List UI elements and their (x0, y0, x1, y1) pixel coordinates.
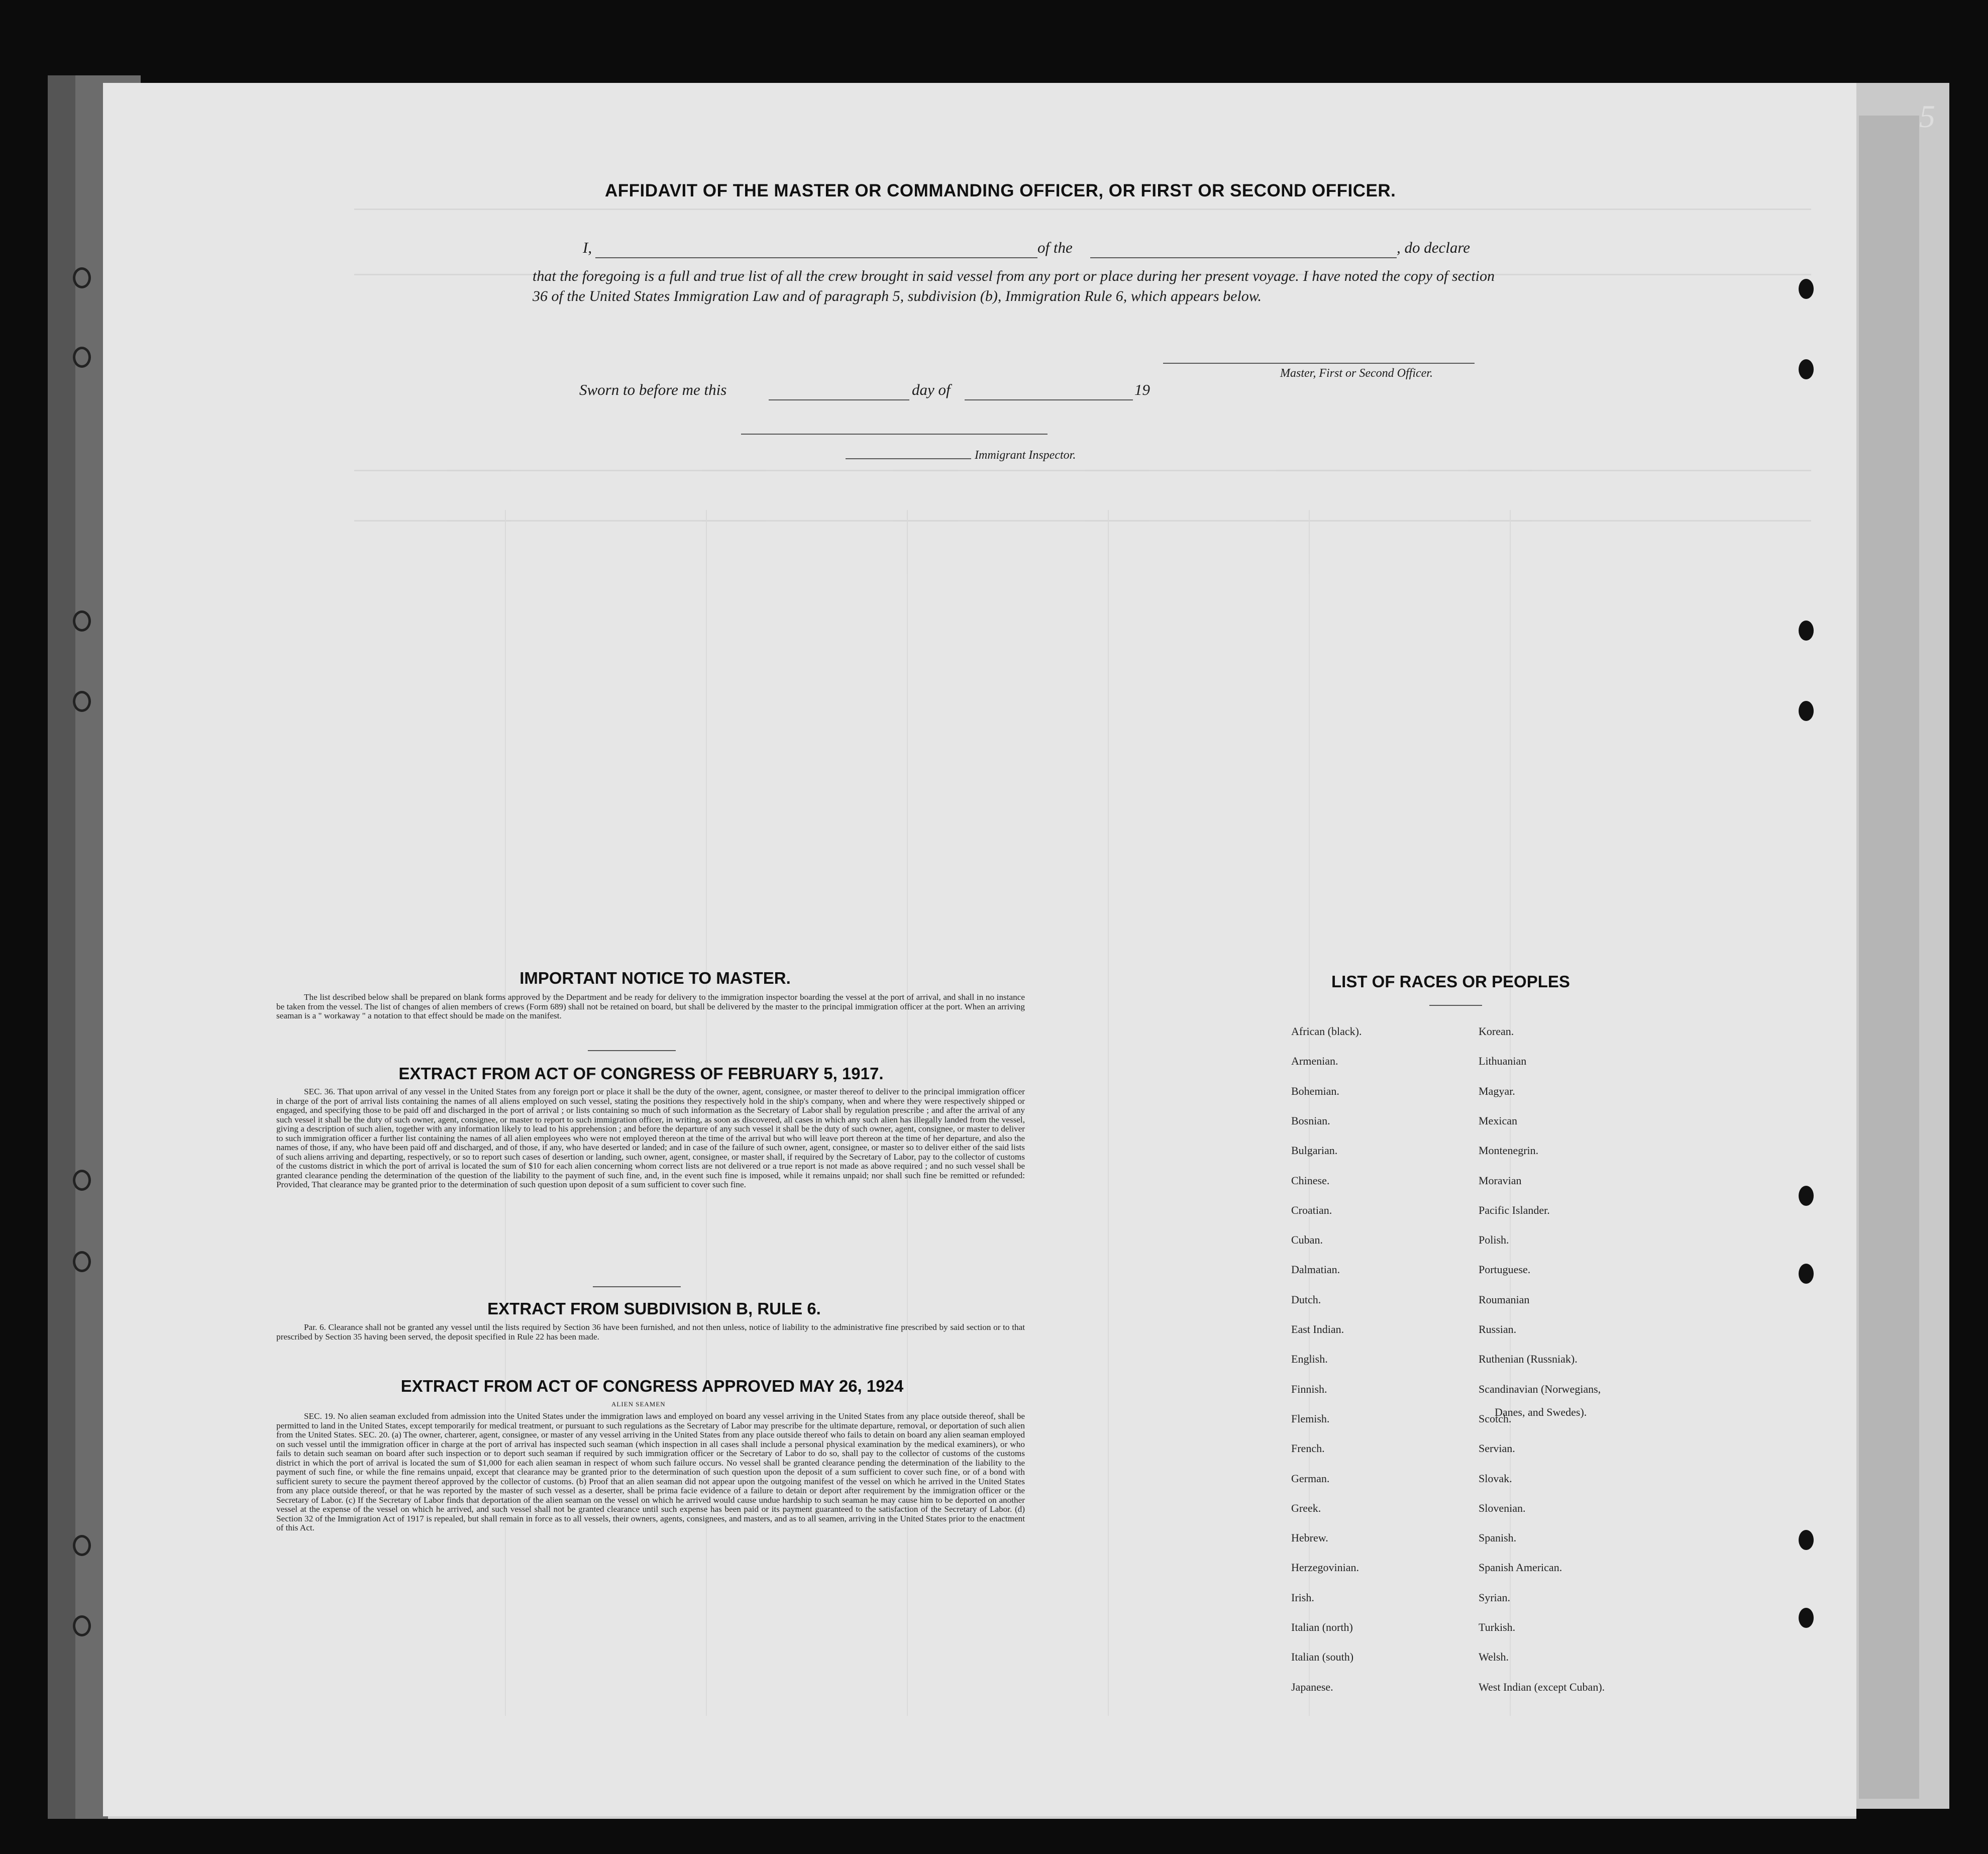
race-item: Slovak. (1479, 1472, 1512, 1485)
affidavit-paragraph: that the foregoing is a full and true list of all the crew brought in said vessel from any port or place during her present voyage. I have noted the copy of section 36 of the United States Immigration Law and of paragraph 5, subdivision (b), Immigration Rule 6, which appears below. (533, 268, 1495, 304)
of-the-label: of the (1037, 239, 1073, 256)
race-item: Irish. (1291, 1591, 1314, 1604)
binder-hole (73, 610, 91, 632)
race-item: African (black). (1291, 1025, 1362, 1038)
sworn-month-line[interactable] (965, 399, 1133, 400)
year-label: 19 (1134, 381, 1150, 398)
punch-hole (1799, 359, 1814, 379)
race-item: Bohemian. (1291, 1085, 1339, 1097)
declare-label: , do declare (1397, 239, 1471, 256)
races-divider (1429, 1005, 1482, 1006)
race-item: Syrian. (1479, 1591, 1510, 1604)
master-signature-label: Master, First or Second Officer. (1280, 367, 1433, 380)
binder-hole (73, 1251, 91, 1272)
race-item: Croatian. (1291, 1204, 1332, 1216)
race-item: Greek. (1291, 1502, 1321, 1514)
punch-hole (1799, 1608, 1814, 1628)
race-item: Hebrew. (1291, 1531, 1328, 1544)
race-item: Magyar. (1479, 1085, 1515, 1097)
master-signature-line[interactable] (1163, 363, 1475, 364)
punch-hole (1799, 701, 1814, 721)
race-item: Dutch. (1291, 1293, 1321, 1306)
race-item: Scandinavian (Norwegians, (1479, 1383, 1601, 1395)
sworn-day-line[interactable] (769, 399, 909, 400)
sworn-label: Sworn to before me this (579, 381, 727, 398)
race-item: Armenian. (1291, 1055, 1338, 1067)
race-item: Japanese. (1291, 1681, 1333, 1693)
race-item: Russian. (1479, 1323, 1517, 1335)
binder-hole (73, 347, 91, 368)
race-item: Herzegovinian. (1291, 1561, 1359, 1574)
race-item: Moravian (1479, 1174, 1522, 1187)
race-item: Flemish. (1291, 1412, 1330, 1425)
i-label: I, (583, 239, 592, 256)
race-item: Pacific Islander. (1479, 1204, 1550, 1216)
race-item: Spanish. (1479, 1531, 1517, 1544)
punch-hole (1799, 1186, 1814, 1206)
race-item: Cuban. (1291, 1233, 1323, 1246)
race-item: East Indian. (1291, 1323, 1344, 1335)
race-item: Welsh. (1479, 1651, 1509, 1663)
punch-hole (1799, 621, 1814, 641)
page-number: 5 (1919, 98, 1935, 134)
section-divider (593, 1286, 681, 1287)
race-item: Ruthenian (Russniak). (1479, 1353, 1578, 1365)
underlying-page-edge (1859, 116, 1919, 1799)
punch-hole (1799, 1530, 1814, 1550)
race-item: Slovenian. (1479, 1502, 1526, 1514)
notice-body: The list described below shall be prepared on blank forms approved by the Department and be ready for delivery to the immigration inspector boarding the vessel at the port of arrival, and shall in no instance be taken from the vessel. The list of changes of alien members of crews (Form 689) shall not be retained on board, but shall be delivered by the master to the principal immigration officer at the port. When an arriving seaman is a " workaway " a notation to that effect should be made on the manifest. (276, 992, 1025, 1020)
race-item: Scotch. (1479, 1412, 1512, 1425)
race-item: West Indian (except Cuban). (1479, 1681, 1605, 1693)
race-item: Servian. (1479, 1442, 1515, 1455)
binder-hole (73, 1615, 91, 1636)
race-item: Lithuanian (1479, 1055, 1527, 1067)
extract-1917-body: SEC. 36. That upon arrival of any vessel in the United States from any foreign port or place it shall be the duty of the owner, agent, consignee, or master thereof to deliver to the principal immigration officer in charge of the port of arrival lists containing the names of all aliens employed on such vessel, stating the positions they respectively hold in the ship's company, when and where they were respectively shipped or engaged, and specifying those to be paid off and discharged in the port of arrival ; or lists containing so much of such information as the Secretary of Labor shall by regulation prescribe ; and after the arrival of any such vessel it shall be the duty of such owner, agent, consignee, or master to report to such immigration officer, in writing, as soon as discovered, all cases in which any such alien has illegally landed from the vessel, giving a description of such alien, together with any information likely to lead to his apprehension ; and before the departure of any such vessel it shall be the duty of such owner, agent, consignee, or master to deliver to such immigration officer a further list containing the names of all alien employees who were not employed thereon at the time of the arrival but who will leave port thereon at the time of her departure, and also the names of those, if any, who have been paid off and discharged, and of those, if any, who have deserted or landed; and in case of the failure of such owner, agent, consignee, or master so to deliver either of the said lists of such aliens arriving and departing, respectively, or so to report such cases of desertion or landing, such owner, agent, consignee, or master shall, if required by the Secretary of Labor, pay to the collector of customs of the customs district in which the port of arrival is located the sum of $10 for each alien concerning whom correct lists are not delivered or a true report is not made as above required ; and no such vessel shall be granted clearance pending the determination of the question of the liability to the payment of such fine, and, in the event such fine is imposed, while it remains unpaid; nor shall such fine be remitted or refunded: Provided, That clearance may be granted prior to the determination of such question upon deposit of a sum sufficient to cover such fine. (276, 1087, 1025, 1189)
race-item: Turkish. (1479, 1621, 1516, 1633)
inspector-leader-line (846, 458, 971, 459)
manifest-page (103, 83, 1856, 1816)
race-item: Bosnian. (1291, 1114, 1330, 1127)
race-item: Polish. (1479, 1233, 1509, 1246)
inspector-label: Immigrant Inspector. (975, 449, 1076, 462)
race-item: English. (1291, 1353, 1328, 1365)
extract-1924-title: EXTRACT FROM ACT OF CONGRESS APPROVED MAY 26, 1924 (400, 1377, 904, 1395)
day-of-label: day of (912, 381, 951, 398)
binder-hole (73, 267, 91, 288)
section-divider (588, 1050, 676, 1051)
notice-title: IMPORTANT NOTICE TO MASTER. (519, 969, 791, 987)
punch-hole (1799, 279, 1814, 299)
race-item: German. (1291, 1472, 1330, 1485)
race-item: Korean. (1479, 1025, 1514, 1038)
race-item: Dalmatian. (1291, 1263, 1340, 1276)
binder-hole (73, 691, 91, 712)
race-item: Spanish American. (1479, 1561, 1562, 1574)
race-item: Roumanian (1479, 1293, 1530, 1306)
extract-rule6-title: EXTRACT FROM SUBDIVISION B, RULE 6. (487, 1299, 821, 1318)
extract-rule6-body: Par. 6. Clearance shall not be granted any vessel until the lists required by Section 36 have been furnished, and not then unless, notice of liability to the administrative fine prescribed by said section or to that prescribed by Section 35 having been served, the deposit specified in Rule 22 has been made. (276, 1322, 1025, 1342)
race-item: Finnish. (1291, 1383, 1327, 1395)
binder-hole (73, 1170, 91, 1191)
race-item: Chinese. (1291, 1174, 1330, 1187)
extract-1924-subtitle: ALIEN SEAMEN (611, 1400, 666, 1408)
inspector-signature-line[interactable] (741, 434, 1048, 435)
race-item: Mexican (1479, 1114, 1517, 1127)
extract-1924-body: SEC. 19. No alien seaman excluded from admission into the United States under the immigration laws and employed on board any vessel arriving in the United States from any place outside thereof, shall be permitted to land in the United States, except temporarily for medical treatment, or pursuant to such regulations as the Secretary of Labor may prescribe for the ultimate departure, removal, or deportation of such alien from the United States. SEC. 20. (a) The owner, charterer, agent, consignee, or master of any vessel arriving in the United States from any place outside thereof who fails to detain on board any alien seaman employed on such vessel until the immigration officer in charge at the port of arrival has inspected such seaman (which inspection in all cases shall include a personal physical examination by the medical examiners), or who fails to detain such seaman on board after such inspection or to deport such seaman if required by such immigration officer or the Secretary of Labor to do so, shall pay to the collector of customs of the customs district in which the port of arrival is located the sum of $1,000 for each alien seaman in respect of whom such failure occurs. No vessel shall be granted clearance pending the determination of the liability to the payment of such fine, or while the fine remains unpaid, except that clearance may be granted prior to the determination of such question upon the deposit of a sum sufficient to cover such fine, or of a bond with sufficient surety to secure the payment thereof approved by the collector of customs. (b) Proof that an alien seaman did not appear upon the outgoing manifest of the vessel on which he arrived in the United States from any place outside thereof, or that he was reported by the master of such vessel as a deserter, shall be prima facie evidence of a failure to detain or deport after requirement by the immigration officer or the Secretary of Labor. (c) If the Secretary of Labor finds that deportation of the alien seaman on the vessel on which he arrived would cause undue hardship to such seaman he may cause him to be deported on another vessel at the expense of the vessel on which he arrived, and such vessel shall not be granted clearance until such expense has been paid or its payment guaranteed to the satisfaction of the Secretary of Labor. (d) Section 32 of the Immigration Act of 1917 is repealed, but shall remain in force as to all vessels, their owners, agents, consignees, and masters, and as to all seamen, arriving in the United States prior to the enactment of this Act. (276, 1411, 1025, 1532)
race-item: Italian (south) (1291, 1651, 1354, 1663)
race-item: Italian (north) (1291, 1621, 1353, 1633)
races-title: LIST OF RACES OR PEOPLES (1331, 972, 1570, 991)
race-continuation: Danes, and Swedes). (1495, 1406, 1587, 1418)
affidavit-title: AFFIDAVIT OF THE MASTER OR COMMANDING OFFICER, OR FIRST OR SECOND OFFICER. (605, 181, 1396, 200)
race-item: Portuguese. (1479, 1263, 1531, 1276)
race-item: Bulgarian. (1291, 1144, 1338, 1157)
name-line[interactable] (595, 257, 1037, 258)
race-item: French. (1291, 1442, 1325, 1455)
punch-hole (1799, 1264, 1814, 1284)
binder-hole (73, 1535, 91, 1556)
extract-1917-title: EXTRACT FROM ACT OF CONGRESS OF FEBRUARY 5, 1917. (398, 1064, 884, 1083)
race-item: Montenegrin. (1479, 1144, 1539, 1157)
vessel-line[interactable] (1090, 257, 1397, 258)
